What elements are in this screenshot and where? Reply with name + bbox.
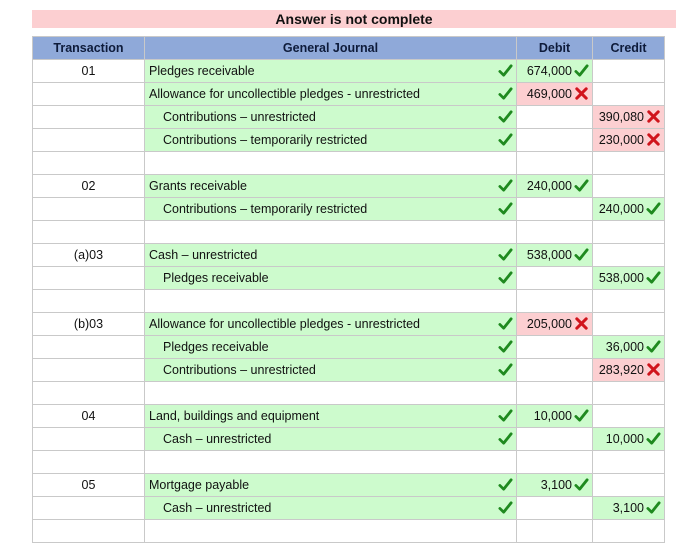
credit-amount: 240,000 (598, 202, 644, 216)
credit-input[interactable] (593, 474, 665, 497)
transaction-cell (33, 290, 145, 313)
credit-amount: 10,000 (605, 432, 644, 446)
transaction-cell (33, 336, 145, 359)
blank-row (33, 520, 665, 543)
blank-row (33, 382, 665, 405)
blank-row (33, 152, 665, 175)
credit-cell[interactable] (593, 290, 665, 313)
account-cell[interactable] (145, 290, 517, 313)
debit-cell[interactable] (517, 451, 593, 474)
transaction-cell (33, 428, 145, 451)
transaction-cell (33, 129, 145, 152)
journal-row (33, 267, 665, 290)
credit-amount: 36,000 (605, 340, 644, 354)
check-icon (498, 178, 513, 193)
transaction-number: 02 (81, 179, 96, 193)
account-name: Grants receivable (149, 179, 247, 193)
transaction-cell (33, 60, 145, 83)
check-icon (498, 63, 513, 78)
cross-icon (646, 132, 661, 147)
account-select[interactable] (145, 267, 517, 290)
credit-input[interactable] (593, 198, 665, 221)
check-icon (646, 201, 661, 216)
cross-icon (574, 86, 589, 101)
check-icon (498, 132, 513, 147)
journal-row (33, 428, 665, 451)
debit-input[interactable] (517, 313, 593, 336)
check-icon (498, 247, 513, 262)
transaction-cell (33, 83, 145, 106)
transaction-cell (33, 106, 145, 129)
check-icon (574, 247, 589, 262)
debit-input[interactable] (517, 60, 593, 83)
blank-row (33, 221, 665, 244)
debit-cell[interactable] (517, 221, 593, 244)
debit-amount: 3,100 (540, 478, 572, 492)
transaction-number: 04 (81, 409, 96, 423)
credit-cell[interactable] (593, 451, 665, 474)
header-row (33, 37, 665, 60)
credit-amount: 283,920 (598, 363, 644, 377)
credit-input[interactable] (593, 428, 665, 451)
journal-row (33, 405, 665, 428)
header-general-journal: General Journal (145, 37, 517, 60)
account-name: Cash – unrestricted (163, 501, 272, 515)
journal-row (33, 359, 665, 382)
account-select[interactable] (145, 474, 517, 497)
transaction-cell (33, 382, 145, 405)
account-select[interactable] (145, 359, 517, 382)
blank-row (33, 290, 665, 313)
account-name: Pledges receivable (163, 271, 269, 285)
journal-row (33, 474, 665, 497)
transaction-number: 01 (81, 64, 96, 78)
blank-row (33, 451, 665, 474)
debit-input[interactable] (517, 83, 593, 106)
debit-input[interactable] (517, 175, 593, 198)
transaction-cell (33, 497, 145, 520)
transaction-number: (a)03 (73, 248, 104, 262)
account-cell[interactable] (145, 221, 517, 244)
account-select[interactable] (145, 428, 517, 451)
journal-row (33, 175, 665, 198)
check-icon (498, 316, 513, 331)
debit-amount: 538,000 (526, 248, 572, 262)
account-name: Pledges receivable (163, 340, 269, 354)
debit-input[interactable] (517, 244, 593, 267)
debit-amount: 205,000 (526, 317, 572, 331)
credit-cell[interactable] (593, 221, 665, 244)
credit-input[interactable] (593, 267, 665, 290)
check-icon (574, 477, 589, 492)
account-name: Land, buildings and equipment (149, 409, 320, 423)
credit-cell[interactable] (593, 152, 665, 175)
check-icon (646, 339, 661, 354)
journal-row (33, 313, 665, 336)
journal-table (32, 36, 665, 543)
credit-input[interactable] (593, 83, 665, 106)
account-select[interactable] (145, 129, 517, 152)
check-icon (498, 339, 513, 354)
check-icon (498, 86, 513, 101)
journal-row (33, 497, 665, 520)
credit-input[interactable] (593, 244, 665, 267)
account-name: Cash – unrestricted (149, 248, 258, 262)
journal-row (33, 198, 665, 221)
debit-amount: 674,000 (526, 64, 572, 78)
check-icon (498, 109, 513, 124)
check-icon (498, 431, 513, 446)
check-icon (646, 431, 661, 446)
account-name: Contributions – unrestricted (163, 110, 316, 124)
debit-cell[interactable] (517, 152, 593, 175)
transaction-cell (33, 474, 145, 497)
credit-input[interactable] (593, 129, 665, 152)
journal-row (33, 83, 665, 106)
debit-input[interactable] (517, 129, 593, 152)
debit-amount: 240,000 (526, 179, 572, 193)
account-select[interactable] (145, 60, 517, 83)
header-credit: Credit (593, 37, 665, 60)
debit-cell[interactable] (517, 520, 593, 543)
check-icon (574, 178, 589, 193)
check-icon (498, 408, 513, 423)
transaction-cell (33, 359, 145, 382)
transaction-number: (b)03 (73, 317, 104, 331)
journal-row (33, 60, 665, 83)
account-name: Contributions – temporarily restricted (163, 202, 368, 216)
debit-input[interactable] (517, 474, 593, 497)
debit-input[interactable] (517, 106, 593, 129)
account-select[interactable] (145, 198, 517, 221)
cross-icon (646, 109, 661, 124)
account-select[interactable] (145, 175, 517, 198)
credit-input[interactable] (593, 359, 665, 382)
check-icon (574, 63, 589, 78)
debit-amount: 469,000 (526, 87, 572, 101)
debit-input[interactable] (517, 497, 593, 520)
account-select[interactable] (145, 83, 517, 106)
status-banner: Answer is not complete (32, 10, 676, 28)
account-select[interactable] (145, 405, 517, 428)
transaction-number: 05 (81, 478, 96, 492)
credit-input[interactable] (593, 405, 665, 428)
account-select[interactable] (145, 336, 517, 359)
account-name: Contributions – temporarily restricted (163, 133, 368, 147)
credit-cell[interactable] (593, 382, 665, 405)
transaction-cell (33, 198, 145, 221)
account-name: Allowance for uncollectible pledges - unrestricted (149, 87, 420, 101)
credit-input[interactable] (593, 106, 665, 129)
account-name: Allowance for uncollectible pledges - unrestricted (149, 317, 420, 331)
credit-input[interactable] (593, 60, 665, 83)
transaction-cell (33, 405, 145, 428)
journal-grid (32, 36, 664, 543)
cross-icon (646, 362, 661, 377)
check-icon (498, 201, 513, 216)
debit-input[interactable] (517, 198, 593, 221)
credit-input[interactable] (593, 313, 665, 336)
transaction-cell (33, 244, 145, 267)
account-cell[interactable] (145, 382, 517, 405)
account-cell[interactable] (145, 520, 517, 543)
check-icon (498, 477, 513, 492)
check-icon (646, 500, 661, 515)
credit-input[interactable] (593, 336, 665, 359)
account-name: Mortgage payable (149, 478, 250, 492)
transaction-cell (33, 451, 145, 474)
credit-cell[interactable] (593, 520, 665, 543)
header-debit: Debit (517, 37, 593, 60)
transaction-cell (33, 221, 145, 244)
check-icon (646, 270, 661, 285)
account-name: Cash – unrestricted (163, 432, 272, 446)
debit-input[interactable] (517, 359, 593, 382)
account-cell[interactable] (145, 152, 517, 175)
transaction-cell (33, 267, 145, 290)
credit-amount: 230,000 (598, 133, 644, 147)
check-icon (498, 500, 513, 515)
debit-input[interactable] (517, 428, 593, 451)
account-name: Pledges receivable (149, 64, 255, 78)
transaction-cell (33, 520, 145, 543)
account-cell[interactable] (145, 451, 517, 474)
transaction-cell (33, 175, 145, 198)
credit-input[interactable] (593, 497, 665, 520)
credit-amount: 538,000 (598, 271, 644, 285)
transaction-cell (33, 313, 145, 336)
journal-row (33, 106, 665, 129)
credit-input[interactable] (593, 175, 665, 198)
debit-input[interactable] (517, 267, 593, 290)
journal-row (33, 129, 665, 152)
credit-amount: 3,100 (612, 501, 644, 515)
check-icon (574, 408, 589, 423)
debit-cell[interactable] (517, 382, 593, 405)
journal-row (33, 336, 665, 359)
account-select[interactable] (145, 106, 517, 129)
journal-row (33, 244, 665, 267)
debit-cell[interactable] (517, 290, 593, 313)
account-name: Contributions – unrestricted (163, 363, 316, 377)
account-select[interactable] (145, 244, 517, 267)
header-transaction: Transaction (33, 37, 145, 60)
debit-input[interactable] (517, 336, 593, 359)
account-select[interactable] (145, 497, 517, 520)
transaction-cell (33, 152, 145, 175)
debit-input[interactable] (517, 405, 593, 428)
cross-icon (574, 316, 589, 331)
credit-amount: 390,080 (598, 110, 644, 124)
debit-amount: 10,000 (533, 409, 572, 423)
account-select[interactable] (145, 313, 517, 336)
check-icon (498, 362, 513, 377)
check-icon (498, 270, 513, 285)
